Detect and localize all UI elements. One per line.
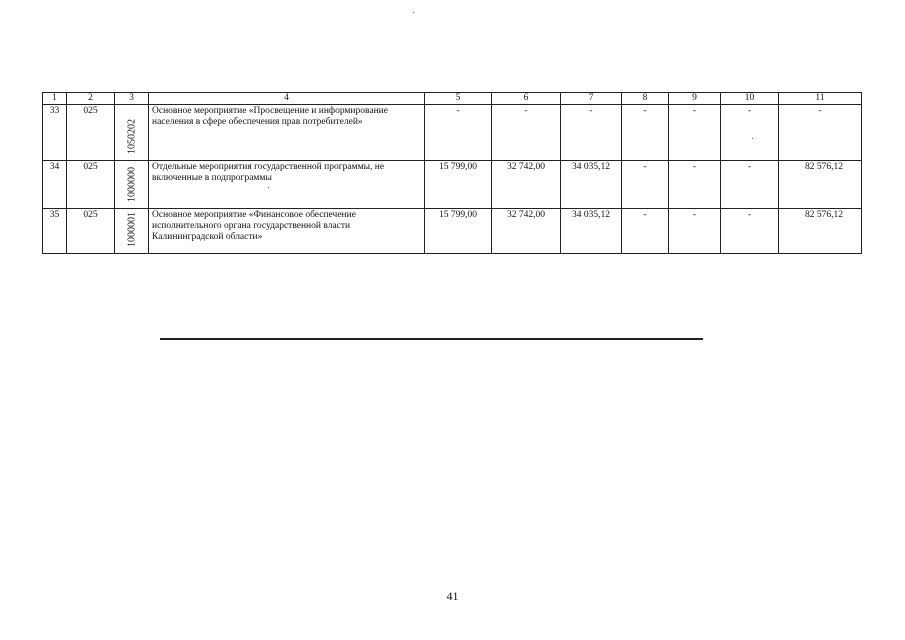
value-col-11: 82 576,12 xyxy=(779,161,862,209)
value-col-9: - xyxy=(669,209,721,254)
header-cell: 8 xyxy=(622,93,669,105)
table-row xyxy=(43,161,862,209)
value-col-5: - xyxy=(425,105,492,161)
table-header-row xyxy=(43,93,862,105)
target-code-cell xyxy=(115,209,149,254)
value-col-9: - xyxy=(669,105,721,161)
activity-name: Основное мероприятие «Финансовое обеспечение исполнительного органа государственной власти Калининградской области» xyxy=(149,209,425,254)
header-cell: 7 xyxy=(561,93,622,105)
value-col-10: - xyxy=(721,209,779,254)
header-cell: 6 xyxy=(492,93,561,105)
value-col-8: - xyxy=(622,209,669,254)
activity-name: Отдельные мероприятия государственной программы, не включенные в подпрограммы xyxy=(149,161,425,209)
value-col-5: 15 799,00 xyxy=(425,209,492,254)
target-code-cell xyxy=(115,161,149,209)
value-col-10: - xyxy=(721,105,779,161)
header-cell: 3 xyxy=(115,93,149,105)
value-col-7: 34 035,12 xyxy=(561,209,622,254)
header-cell: 9 xyxy=(669,93,721,105)
activity-name: Основное мероприятие «Просвещение и информирование населения в сфере обеспечения прав потребителей» xyxy=(149,105,425,161)
header-cell: 11 xyxy=(779,93,862,105)
admin-code: 025 xyxy=(67,105,115,161)
scan-speck xyxy=(268,187,269,188)
value-col-7: - xyxy=(561,105,622,161)
scan-speck xyxy=(752,138,753,139)
row-number: 33 xyxy=(43,105,67,161)
header-cell: 5 xyxy=(425,93,492,105)
scan-speck xyxy=(413,12,414,13)
value-col-7: 34 035,12 xyxy=(561,161,622,209)
page-number: 41 xyxy=(446,589,459,603)
target-code-cell xyxy=(115,105,149,161)
row-number: 34 xyxy=(43,161,67,209)
value-col-9: - xyxy=(669,161,721,209)
value-col-11: - xyxy=(779,105,862,161)
value-col-10: - xyxy=(721,161,779,209)
value-col-6: 32 742,00 xyxy=(492,209,561,254)
value-col-6: - xyxy=(492,105,561,161)
table-row xyxy=(43,105,862,161)
budget-table xyxy=(42,92,862,254)
header-cell: 2 xyxy=(67,93,115,105)
target-code: 1000000 xyxy=(126,167,137,202)
value-col-5: 15 799,00 xyxy=(425,161,492,209)
admin-code: 025 xyxy=(67,161,115,209)
value-col-8: - xyxy=(622,161,669,209)
value-col-8: - xyxy=(622,105,669,161)
target-code: 1000001 xyxy=(126,212,137,247)
end-of-document-rule xyxy=(160,338,703,340)
header-cell: 10 xyxy=(721,93,779,105)
row-number: 35 xyxy=(43,209,67,254)
header-cell: 4 xyxy=(149,93,425,105)
header-cell: 1 xyxy=(43,93,67,105)
value-col-11: 82 576,12 xyxy=(779,209,862,254)
admin-code: 025 xyxy=(67,209,115,254)
target-code: 1050202 xyxy=(126,119,137,154)
value-col-6: 32 742,00 xyxy=(492,161,561,209)
table-row xyxy=(43,209,862,254)
